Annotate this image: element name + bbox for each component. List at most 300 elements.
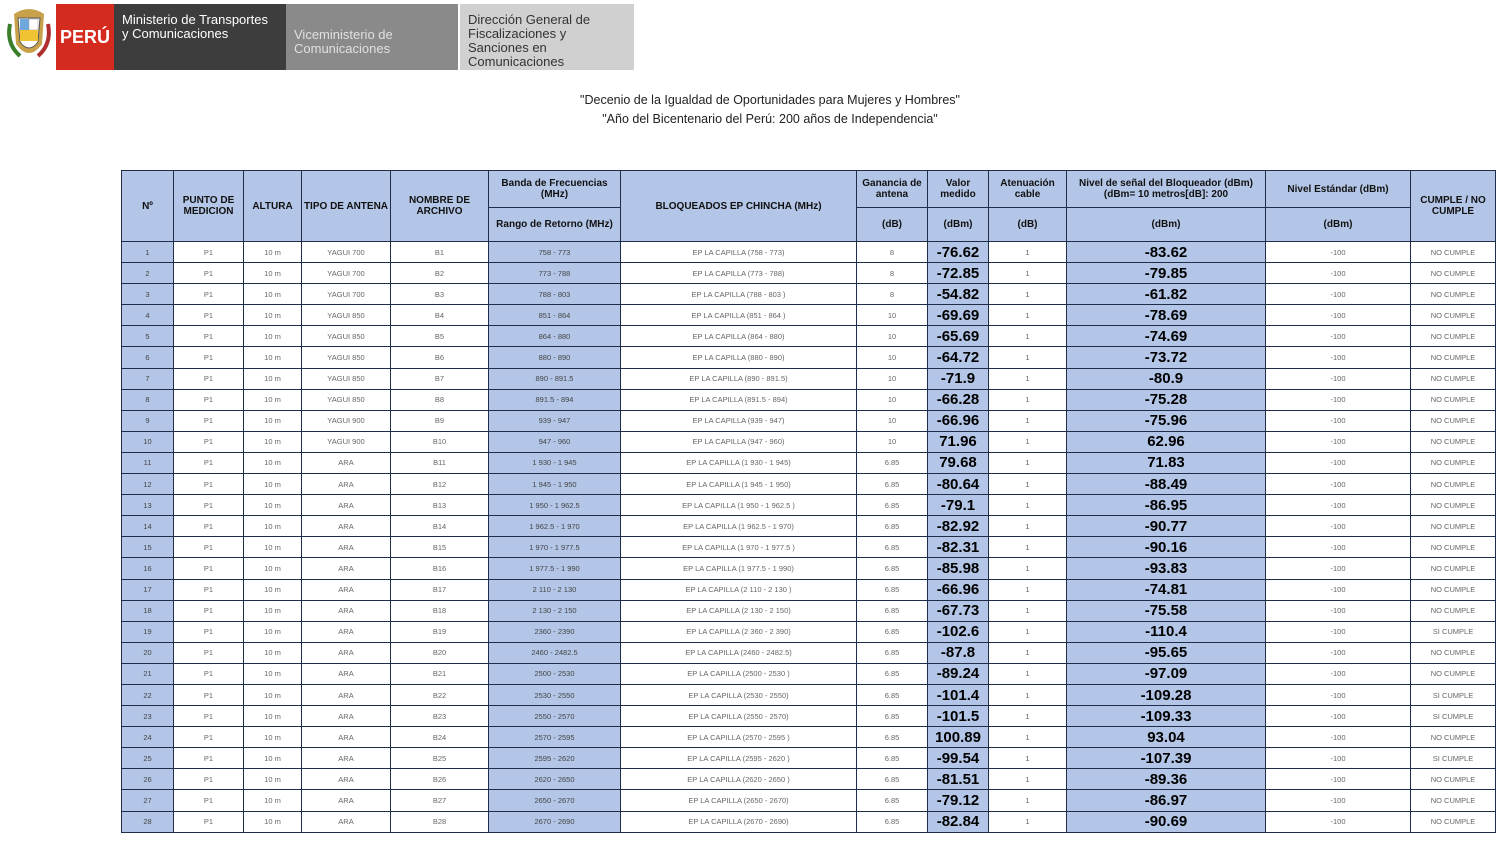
motto-bicentenario: "Año del Bicentenario del Perú: 200 años de Independencia" — [602, 112, 938, 126]
cell-estandar: -100 — [1266, 558, 1411, 579]
cell-estandar: -100 — [1266, 368, 1411, 389]
cell-altura: 10 m — [244, 748, 302, 769]
cell-cumple: NO CUMPLE — [1411, 579, 1496, 600]
cell-rango: 864 - 880 — [489, 326, 621, 347]
cell-nivel: -97.09 — [1067, 663, 1266, 684]
cell-nivel: -74.81 — [1067, 579, 1266, 600]
cell-cumple: NO CUMPLE — [1411, 284, 1496, 305]
cell-antena: YAGUI 850 — [302, 368, 391, 389]
cell-bloqueados: EP LA CAPILLA (1 962.5 - 1 970) — [621, 516, 857, 537]
cell-valor: -85.98 — [928, 558, 989, 579]
cell-estandar: -100 — [1266, 410, 1411, 431]
cell-valor: -71.9 — [928, 368, 989, 389]
cell-n: 21 — [122, 663, 174, 684]
cell-nivel: -86.95 — [1067, 495, 1266, 516]
cell-altura: 10 m — [244, 516, 302, 537]
cell-antena: ARA — [302, 748, 391, 769]
cell-cumple: SI CUMPLE — [1411, 748, 1496, 769]
cell-cumple: SI CUMPLE — [1411, 621, 1496, 642]
table-row — [122, 368, 1496, 389]
cell-valor: -65.69 — [928, 326, 989, 347]
cell-valor: 100.89 — [928, 727, 989, 748]
cell-punto: P1 — [174, 284, 244, 305]
cell-archivo: B23 — [391, 706, 489, 727]
cell-archivo: B2 — [391, 263, 489, 284]
cell-cumple: NO CUMPLE — [1411, 368, 1496, 389]
cell-n: 2 — [122, 263, 174, 284]
cell-estandar: -100 — [1266, 389, 1411, 410]
cell-nivel: -88.49 — [1067, 474, 1266, 495]
cell-atenuacion: 1 — [989, 727, 1067, 748]
cell-archivo: B6 — [391, 347, 489, 368]
cell-ganancia: 6.85 — [857, 600, 928, 621]
cell-ganancia: 6.85 — [857, 684, 928, 705]
cell-altura: 10 m — [244, 579, 302, 600]
cell-bloqueados: EP LA CAPILLA (2670 - 2690) — [621, 811, 857, 832]
cell-altura: 10 m — [244, 790, 302, 811]
cell-n: 5 — [122, 326, 174, 347]
cell-ganancia: 6.85 — [857, 748, 928, 769]
cell-n: 24 — [122, 727, 174, 748]
cell-punto: P1 — [174, 368, 244, 389]
cell-cumple: NO CUMPLE — [1411, 495, 1496, 516]
cell-punto: P1 — [174, 305, 244, 326]
cell-valor: -101.4 — [928, 684, 989, 705]
cell-cumple: NO CUMPLE — [1411, 305, 1496, 326]
motto-decenio: "Decenio de la Igualdad de Oportunidades para Mujeres y Hombres" — [580, 93, 960, 107]
cell-rango: 2360 - 2390 — [489, 621, 621, 642]
cell-n: 3 — [122, 284, 174, 305]
cell-cumple: NO CUMPLE — [1411, 769, 1496, 790]
cell-bloqueados: EP LA CAPILLA (891.5 - 894) — [621, 389, 857, 410]
cell-atenuacion: 1 — [989, 642, 1067, 663]
cell-altura: 10 m — [244, 684, 302, 705]
cell-altura: 10 m — [244, 558, 302, 579]
col-tipo-antena: TIPO DE ANTENA — [302, 171, 391, 242]
col-n: Nº — [122, 171, 174, 242]
cell-bloqueados: EP LA CAPILLA (864 - 880) — [621, 326, 857, 347]
cell-bloqueados: EP LA CAPILLA (2595 - 2620 ) — [621, 748, 857, 769]
cell-altura: 10 m — [244, 642, 302, 663]
cell-rango: 1 930 - 1 945 — [489, 452, 621, 473]
cell-estandar: -100 — [1266, 242, 1411, 263]
cell-punto: P1 — [174, 790, 244, 811]
table-row — [122, 389, 1496, 410]
col-ganancia: Ganancia de antena — [857, 171, 928, 208]
cell-punto: P1 — [174, 495, 244, 516]
cell-ganancia: 10 — [857, 368, 928, 389]
cell-bloqueados: EP LA CAPILLA (2 110 - 2 130 ) — [621, 579, 857, 600]
cell-nivel: -75.96 — [1067, 410, 1266, 431]
cell-valor: -69.69 — [928, 305, 989, 326]
cell-n: 14 — [122, 516, 174, 537]
cell-nivel: -61.82 — [1067, 284, 1266, 305]
cell-altura: 10 m — [244, 368, 302, 389]
cell-nivel: -79.85 — [1067, 263, 1266, 284]
cell-valor: -82.92 — [928, 516, 989, 537]
cell-archivo: B21 — [391, 663, 489, 684]
cell-cumple: SI CUMPLE — [1411, 706, 1496, 727]
cell-archivo: B18 — [391, 600, 489, 621]
cell-punto: P1 — [174, 684, 244, 705]
cell-altura: 10 m — [244, 326, 302, 347]
col-valor-unit: (dBm) — [928, 208, 989, 242]
cell-ganancia: 6.85 — [857, 495, 928, 516]
cell-punto: P1 — [174, 621, 244, 642]
cell-n: 17 — [122, 579, 174, 600]
direction-name: Dirección General de Fiscalizaciones y Sanciones en Comunicaciones — [460, 4, 634, 70]
cell-rango: 851 - 864 — [489, 305, 621, 326]
cell-nivel: -80.9 — [1067, 368, 1266, 389]
cell-altura: 10 m — [244, 389, 302, 410]
cell-cumple: NO CUMPLE — [1411, 326, 1496, 347]
cell-ganancia: 6.85 — [857, 811, 928, 832]
cell-rango: 947 - 960 — [489, 431, 621, 452]
cell-rango: 2460 - 2482.5 — [489, 642, 621, 663]
col-altura: ALTURA — [244, 171, 302, 242]
cell-archivo: B19 — [391, 621, 489, 642]
cell-bloqueados: EP LA CAPILLA (1 945 - 1 950) — [621, 474, 857, 495]
cell-archivo: B22 — [391, 684, 489, 705]
cell-cumple: NO CUMPLE — [1411, 452, 1496, 473]
cell-bloqueados: EP LA CAPILLA (851 - 864 ) — [621, 305, 857, 326]
cell-antena: ARA — [302, 621, 391, 642]
cell-altura: 10 m — [244, 537, 302, 558]
cell-valor: -101.5 — [928, 706, 989, 727]
cell-ganancia: 6.85 — [857, 663, 928, 684]
cell-altura: 10 m — [244, 727, 302, 748]
cell-ganancia: 6.85 — [857, 537, 928, 558]
cell-punto: P1 — [174, 537, 244, 558]
cell-punto: P1 — [174, 431, 244, 452]
cell-n: 11 — [122, 452, 174, 473]
table-row — [122, 305, 1496, 326]
cell-punto: P1 — [174, 642, 244, 663]
cell-estandar: -100 — [1266, 727, 1411, 748]
table-row — [122, 706, 1496, 727]
cell-cumple: NO CUMPLE — [1411, 558, 1496, 579]
cell-archivo: B28 — [391, 811, 489, 832]
col-atenuacion: Atenuación cable — [989, 171, 1067, 208]
cell-nivel: -107.39 — [1067, 748, 1266, 769]
cell-archivo: B1 — [391, 242, 489, 263]
cell-punto: P1 — [174, 347, 244, 368]
cell-atenuacion: 1 — [989, 284, 1067, 305]
cell-antena: ARA — [302, 642, 391, 663]
cell-n: 15 — [122, 537, 174, 558]
cell-antena: ARA — [302, 452, 391, 473]
cell-antena: ARA — [302, 706, 391, 727]
cell-punto: P1 — [174, 242, 244, 263]
cell-cumple: NO CUMPLE — [1411, 516, 1496, 537]
cell-archivo: B8 — [391, 389, 489, 410]
cell-valor: -87.8 — [928, 642, 989, 663]
cell-valor: -79.12 — [928, 790, 989, 811]
col-nivel: Nivel de señal del Bloqueador (dBm)(dBm= 10 metros[dB]: 200 — [1067, 171, 1266, 208]
cell-rango: 1 950 - 1 962.5 — [489, 495, 621, 516]
cell-cumple: NO CUMPLE — [1411, 600, 1496, 621]
cell-n: 10 — [122, 431, 174, 452]
cell-ganancia: 6.85 — [857, 621, 928, 642]
cell-bloqueados: EP LA CAPILLA (939 - 947) — [621, 410, 857, 431]
col-bloqueados: BLOQUEADOS EP CHINCHA (MHz) — [621, 171, 857, 242]
cell-bloqueados: EP LA CAPILLA (1 977.5 - 1 990) — [621, 558, 857, 579]
cell-atenuacion: 1 — [989, 389, 1067, 410]
cell-valor: -76.62 — [928, 242, 989, 263]
cell-cumple: NO CUMPLE — [1411, 537, 1496, 558]
cell-n: 7 — [122, 368, 174, 389]
cell-estandar: -100 — [1266, 347, 1411, 368]
cell-atenuacion: 1 — [989, 769, 1067, 790]
cell-rango: 2 130 - 2 150 — [489, 600, 621, 621]
cell-ganancia: 10 — [857, 326, 928, 347]
cell-atenuacion: 1 — [989, 706, 1067, 727]
cell-atenuacion: 1 — [989, 474, 1067, 495]
cell-atenuacion: 1 — [989, 431, 1067, 452]
cell-valor: -89.24 — [928, 663, 989, 684]
cell-archivo: B20 — [391, 642, 489, 663]
table-row — [122, 663, 1496, 684]
table-row — [122, 769, 1496, 790]
cell-antena: ARA — [302, 495, 391, 516]
cell-altura: 10 m — [244, 452, 302, 473]
cell-rango: 2570 - 2595 — [489, 727, 621, 748]
cell-valor: -79.1 — [928, 495, 989, 516]
cell-altura: 10 m — [244, 431, 302, 452]
cell-atenuacion: 1 — [989, 495, 1067, 516]
cell-altura: 10 m — [244, 305, 302, 326]
cell-estandar: -100 — [1266, 621, 1411, 642]
table-row — [122, 452, 1496, 473]
cell-rango: 1 970 - 1 977.5 — [489, 537, 621, 558]
cell-bloqueados: EP LA CAPILLA (2650 - 2670) — [621, 790, 857, 811]
col-estandar-unit: (dBm) — [1266, 208, 1411, 242]
cell-estandar: -100 — [1266, 284, 1411, 305]
cell-nivel: 93.04 — [1067, 727, 1266, 748]
cell-n: 22 — [122, 684, 174, 705]
cell-antena: YAGUI 850 — [302, 389, 391, 410]
cell-nivel: -74.69 — [1067, 326, 1266, 347]
cell-cumple: NO CUMPLE — [1411, 431, 1496, 452]
col-nivel-unit: (dBm) — [1067, 208, 1266, 242]
cell-n: 27 — [122, 790, 174, 811]
table-row — [122, 410, 1496, 431]
cell-estandar: -100 — [1266, 706, 1411, 727]
cell-cumple: NO CUMPLE — [1411, 727, 1496, 748]
cell-archivo: B9 — [391, 410, 489, 431]
cell-ganancia: 6.85 — [857, 474, 928, 495]
cell-nivel: 62.96 — [1067, 431, 1266, 452]
cell-valor: -102.6 — [928, 621, 989, 642]
cell-atenuacion: 1 — [989, 242, 1067, 263]
cell-nivel: -86.97 — [1067, 790, 1266, 811]
cell-valor: -72.85 — [928, 263, 989, 284]
cell-punto: P1 — [174, 706, 244, 727]
cell-estandar: -100 — [1266, 790, 1411, 811]
cell-ganancia: 8 — [857, 284, 928, 305]
cell-estandar: -100 — [1266, 684, 1411, 705]
cell-cumple: NO CUMPLE — [1411, 263, 1496, 284]
cell-estandar: -100 — [1266, 537, 1411, 558]
cell-bloqueados: EP LA CAPILLA (788 - 803 ) — [621, 284, 857, 305]
table-row — [122, 537, 1496, 558]
cell-punto: P1 — [174, 263, 244, 284]
cell-valor: -66.96 — [928, 579, 989, 600]
cell-estandar: -100 — [1266, 579, 1411, 600]
cell-nivel: -89.36 — [1067, 769, 1266, 790]
cell-ganancia: 10 — [857, 410, 928, 431]
cell-punto: P1 — [174, 727, 244, 748]
cell-atenuacion: 1 — [989, 368, 1067, 389]
col-punto: PUNTO DE MEDICION — [174, 171, 244, 242]
cell-antena: ARA — [302, 769, 391, 790]
cell-n: 6 — [122, 347, 174, 368]
cell-altura: 10 m — [244, 347, 302, 368]
cell-rango: 2595 - 2620 — [489, 748, 621, 769]
cell-cumple: NO CUMPLE — [1411, 474, 1496, 495]
cell-bloqueados: EP LA CAPILLA (880 - 890) — [621, 347, 857, 368]
table-row — [122, 284, 1496, 305]
cell-valor: -99.54 — [928, 748, 989, 769]
cell-punto: P1 — [174, 474, 244, 495]
cell-valor: -80.64 — [928, 474, 989, 495]
cell-archivo: B25 — [391, 748, 489, 769]
cell-ganancia: 6.85 — [857, 706, 928, 727]
cell-rango: 1 977.5 - 1 990 — [489, 558, 621, 579]
cell-altura: 10 m — [244, 474, 302, 495]
cell-punto: P1 — [174, 748, 244, 769]
cell-archivo: B11 — [391, 452, 489, 473]
mottos — [0, 91, 1498, 129]
cell-estandar: -100 — [1266, 600, 1411, 621]
cell-n: 4 — [122, 305, 174, 326]
table-row — [122, 263, 1496, 284]
cell-n: 13 — [122, 495, 174, 516]
cell-n: 23 — [122, 706, 174, 727]
cell-antena: ARA — [302, 684, 391, 705]
cell-nivel: -90.77 — [1067, 516, 1266, 537]
measurement-table — [121, 170, 1496, 833]
col-rango: Rango de Retorno (MHz) — [489, 208, 621, 242]
cell-n: 1 — [122, 242, 174, 263]
cell-estandar: -100 — [1266, 663, 1411, 684]
cell-archivo: B13 — [391, 495, 489, 516]
cell-rango: 880 - 890 — [489, 347, 621, 368]
col-valor: Valor medido — [928, 171, 989, 208]
peru-logo: PERÚ — [56, 4, 114, 70]
cell-estandar: -100 — [1266, 305, 1411, 326]
cell-antena: ARA — [302, 537, 391, 558]
cell-estandar: -100 — [1266, 452, 1411, 473]
cell-ganancia: 10 — [857, 305, 928, 326]
table-row — [122, 347, 1496, 368]
table-row — [122, 727, 1496, 748]
cell-nivel: -109.28 — [1067, 684, 1266, 705]
cell-antena: YAGUI 850 — [302, 326, 391, 347]
cell-atenuacion: 1 — [989, 410, 1067, 431]
cell-estandar: -100 — [1266, 431, 1411, 452]
cell-cumple: NO CUMPLE — [1411, 242, 1496, 263]
cell-nivel: -75.28 — [1067, 389, 1266, 410]
table-row — [122, 811, 1496, 832]
cell-antena: YAGUI 900 — [302, 431, 391, 452]
cell-n: 18 — [122, 600, 174, 621]
cell-n: 25 — [122, 748, 174, 769]
table-row — [122, 642, 1496, 663]
cell-rango: 890 - 891.5 — [489, 368, 621, 389]
cell-archivo: B16 — [391, 558, 489, 579]
cell-altura: 10 m — [244, 242, 302, 263]
cell-archivo: B17 — [391, 579, 489, 600]
cell-antena: ARA — [302, 727, 391, 748]
cell-n: 16 — [122, 558, 174, 579]
cell-rango: 788 - 803 — [489, 284, 621, 305]
cell-punto: P1 — [174, 452, 244, 473]
cell-antena: YAGUI 700 — [302, 242, 391, 263]
cell-archivo: B15 — [391, 537, 489, 558]
cell-valor: -81.51 — [928, 769, 989, 790]
cell-cumple: NO CUMPLE — [1411, 642, 1496, 663]
cell-atenuacion: 1 — [989, 558, 1067, 579]
cell-rango: 2 110 - 2 130 — [489, 579, 621, 600]
cell-n: 12 — [122, 474, 174, 495]
cell-atenuacion: 1 — [989, 621, 1067, 642]
cell-archivo: B3 — [391, 284, 489, 305]
cell-atenuacion: 1 — [989, 600, 1067, 621]
cell-altura: 10 m — [244, 663, 302, 684]
cell-nivel: -90.69 — [1067, 811, 1266, 832]
cell-altura: 10 m — [244, 621, 302, 642]
cell-bloqueados: EP LA CAPILLA (2 130 - 2 150) — [621, 600, 857, 621]
cell-ganancia: 10 — [857, 431, 928, 452]
cell-bloqueados: EP LA CAPILLA (758 - 773) — [621, 242, 857, 263]
cell-rango: 1 962.5 - 1 970 — [489, 516, 621, 537]
col-cumple: CUMPLE / NO CUMPLE — [1411, 171, 1496, 242]
cell-n: 8 — [122, 389, 174, 410]
cell-rango: 2530 - 2550 — [489, 684, 621, 705]
cell-rango: 2650 - 2670 — [489, 790, 621, 811]
cell-ganancia: 10 — [857, 347, 928, 368]
cell-nivel: -78.69 — [1067, 305, 1266, 326]
cell-n: 20 — [122, 642, 174, 663]
cell-nivel: -110.4 — [1067, 621, 1266, 642]
cell-ganancia: 6.85 — [857, 579, 928, 600]
cell-estandar: -100 — [1266, 326, 1411, 347]
table-row — [122, 600, 1496, 621]
cell-antena: ARA — [302, 474, 391, 495]
cell-antena: ARA — [302, 579, 391, 600]
table-body — [122, 242, 1496, 833]
table-row — [122, 579, 1496, 600]
cell-valor: 71.96 — [928, 431, 989, 452]
table-row — [122, 431, 1496, 452]
cell-nivel: 71.83 — [1067, 452, 1266, 473]
cell-punto: P1 — [174, 516, 244, 537]
cell-bloqueados: EP LA CAPILLA (2620 - 2650 ) — [621, 769, 857, 790]
cell-cumple: NO CUMPLE — [1411, 347, 1496, 368]
cell-bloqueados: EP LA CAPILLA (947 - 960) — [621, 431, 857, 452]
cell-atenuacion: 1 — [989, 811, 1067, 832]
table-row — [122, 748, 1496, 769]
cell-cumple: NO CUMPLE — [1411, 790, 1496, 811]
cell-nivel: -93.83 — [1067, 558, 1266, 579]
cell-valor: -64.72 — [928, 347, 989, 368]
cell-antena: ARA — [302, 663, 391, 684]
cell-punto: P1 — [174, 389, 244, 410]
cell-atenuacion: 1 — [989, 579, 1067, 600]
cell-ganancia: 6.85 — [857, 516, 928, 537]
col-archivo: NOMBRE DE ARCHIVO — [391, 171, 489, 242]
